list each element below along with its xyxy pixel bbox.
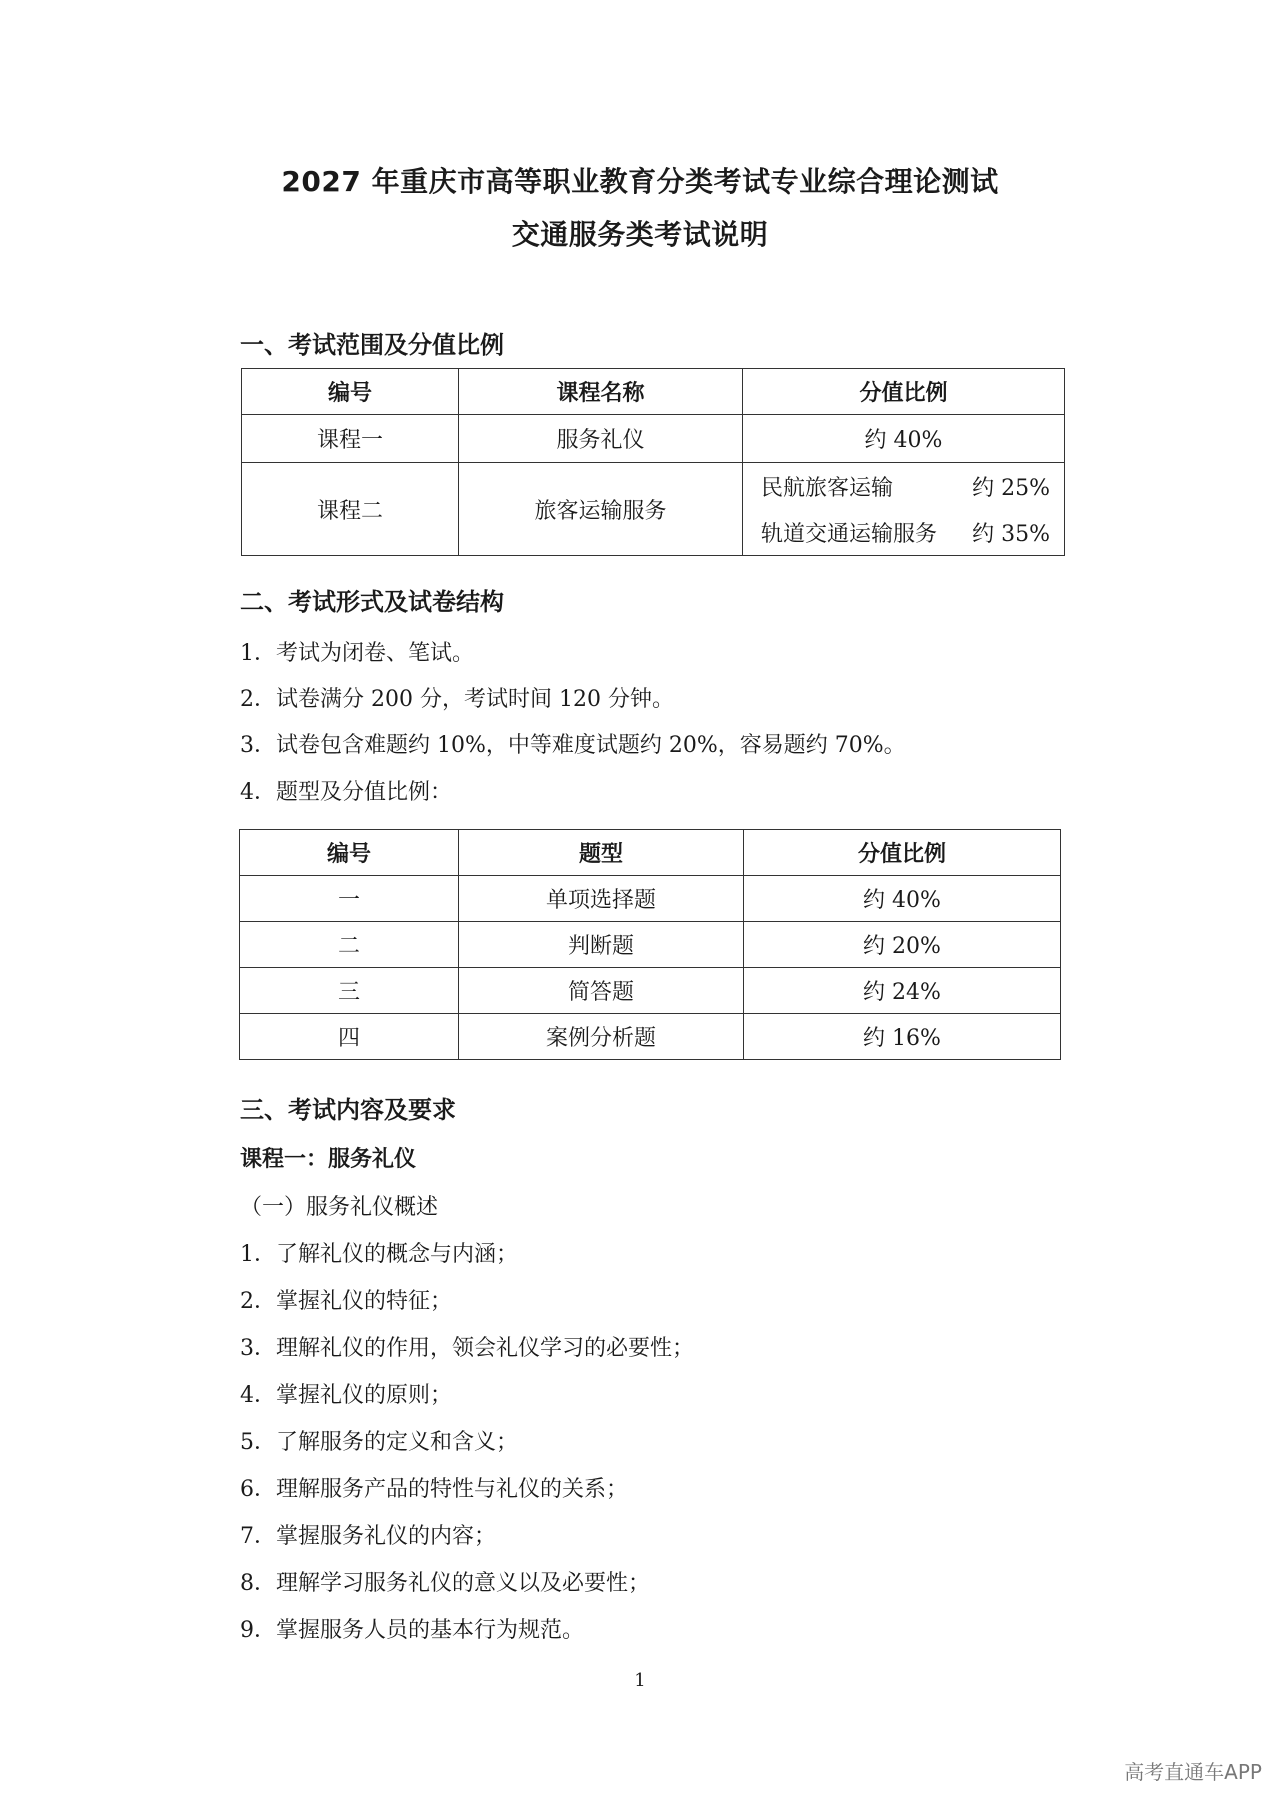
list-item: 2．掌握礼仪的特征； xyxy=(240,1289,452,1314)
list-item: 3．试卷包含难题约 10%，中等难度试题约 20%，容易题约 70%。 xyxy=(240,733,906,758)
sub-row xyxy=(743,463,1064,509)
question-type-table xyxy=(239,829,1061,1060)
table-row xyxy=(242,415,1065,463)
table-header-cell: 编号 xyxy=(240,830,459,876)
table-row xyxy=(240,876,1061,922)
table-row xyxy=(240,1014,1061,1060)
list-item: 9．掌握服务人员的基本行为规范。 xyxy=(240,1618,584,1643)
table-cell: 约 24% xyxy=(744,968,1061,1014)
section-heading-3: 三、考试内容及要求 xyxy=(240,1096,456,1124)
list-item: 4．掌握礼仪的原则； xyxy=(240,1383,452,1408)
table-cell: 约 16% xyxy=(744,1014,1061,1060)
table-cell: 约 20% xyxy=(744,922,1061,968)
table-cell: 约 40% xyxy=(744,876,1061,922)
table-cell: 约 40% xyxy=(743,415,1065,463)
section-heading-2: 二、考试形式及试卷结构 xyxy=(240,588,504,616)
table-cell: 课程二 xyxy=(242,463,459,556)
table-cell: 一 xyxy=(240,876,459,922)
page-number: 1 xyxy=(634,1670,646,1691)
table-cell-split xyxy=(743,463,1065,556)
table-cell: 二 xyxy=(240,922,459,968)
table-cell: 单项选择题 xyxy=(459,876,744,922)
sub-row-value: 约 25% xyxy=(972,475,1050,501)
table-header-row xyxy=(242,369,1065,415)
subsection-heading: （一）服务礼仪概述 xyxy=(240,1195,439,1220)
table-header-cell: 编号 xyxy=(242,369,459,415)
list-item: 2．试卷满分 200 分，考试时间 120 分钟。 xyxy=(240,687,674,712)
table-row xyxy=(242,463,1065,556)
watermark: 高考直通车APP xyxy=(1124,1760,1262,1784)
table-header-cell: 课程名称 xyxy=(459,369,743,415)
sub-row-value: 约 35% xyxy=(972,521,1050,547)
sub-row-label: 民航旅客运输 xyxy=(761,475,894,501)
list-item: 1．了解礼仪的概念与内涵； xyxy=(240,1242,518,1267)
table-cell: 四 xyxy=(240,1014,459,1060)
table-cell: 课程一 xyxy=(242,415,459,463)
table-row xyxy=(240,922,1061,968)
table-cell: 案例分析题 xyxy=(459,1014,744,1060)
table-row xyxy=(240,968,1061,1014)
list-item: 1．考试为闭卷、笔试。 xyxy=(240,641,474,666)
table-cell: 服务礼仪 xyxy=(459,415,743,463)
list-item: 4．题型及分值比例： xyxy=(240,780,452,805)
table-cell: 三 xyxy=(240,968,459,1014)
table-header-row xyxy=(240,830,1061,876)
document-title-line1: 2027 年重庆市高等职业教育分类考试专业综合理论测试 xyxy=(281,165,999,198)
table-cell: 简答题 xyxy=(459,968,744,1014)
table-cell: 旅客运输服务 xyxy=(459,463,743,556)
table-header-cell: 分值比例 xyxy=(744,830,1061,876)
list-item: 5．了解服务的定义和含义； xyxy=(240,1430,518,1455)
score-range-table xyxy=(241,368,1065,556)
table-header-cell: 题型 xyxy=(459,830,744,876)
list-item: 6．理解服务产品的特性与礼仪的关系； xyxy=(240,1477,628,1502)
section-heading-1: 一、考试范围及分值比例 xyxy=(240,331,504,359)
document-title-line2: 交通服务类考试说明 xyxy=(511,218,769,251)
sub-row-label: 轨道交通运输服务 xyxy=(761,521,938,547)
course-title: 课程一：服务礼仪 xyxy=(240,1147,417,1172)
list-item: 7．掌握服务礼仪的内容； xyxy=(240,1524,496,1549)
list-item: 8．理解学习服务礼仪的意义以及必要性； xyxy=(240,1571,650,1596)
list-item: 3．理解礼仪的作用，领会礼仪学习的必要性； xyxy=(240,1336,694,1361)
table-cell: 判断题 xyxy=(459,922,744,968)
sub-row xyxy=(743,509,1064,555)
table-header-cell: 分值比例 xyxy=(743,369,1065,415)
